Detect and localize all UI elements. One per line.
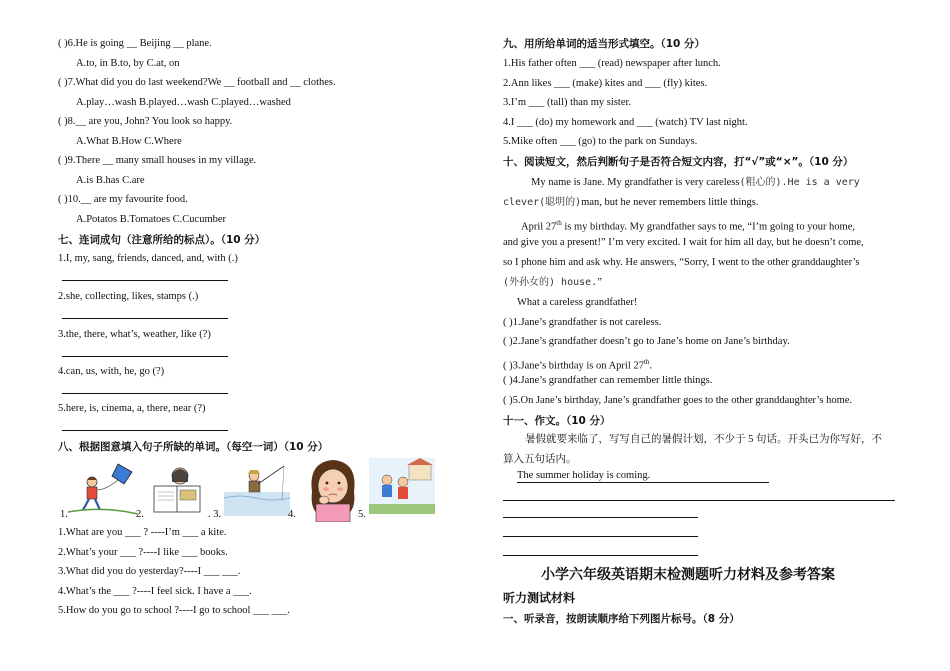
answer-line[interactable] — [62, 393, 228, 394]
mc-q7-options: A.play…wash B.played…wash C.played…washed — [76, 97, 291, 108]
sec8-item-3: 3.What did you do yesterday?----I ___ ___. — [58, 566, 241, 577]
writing-line[interactable] — [503, 555, 698, 556]
sec8-item-5: 5.How do you go to school ?----I go to school ___ ___. — [58, 605, 290, 616]
sec7-item-4: 4.can, us, with, he, go (?) — [58, 366, 165, 377]
sec7-item-1: 1.I, my, sang, friends, danced, and, with (.) — [58, 253, 238, 264]
passage-line-3 — [521, 216, 855, 235]
pic-label-5: 5. — [358, 509, 366, 520]
answer-line[interactable] — [62, 356, 228, 357]
section11-title: 十一、作文。（10 分） — [503, 415, 611, 427]
answer-line[interactable] — [62, 430, 228, 431]
section9-title: 九、用所给单词的适当形式填空。（10 分） — [503, 38, 706, 50]
passage-text: man, but he never remembers little things. — [581, 197, 759, 208]
sec10-item-4: ( )4.Jane’s grandfather can remember little things. — [503, 375, 713, 386]
passage-text: My name is Jane. My grandfather is very careless — [531, 177, 740, 188]
sec9-item-1: 1.His father often ___ (read) newspaper after lunch. — [503, 58, 721, 69]
sec10-item-5: ( )5.On Jane’s birthday, Jane’s grandfather goes to the other granddaughter’s home. — [503, 395, 853, 406]
answer-line[interactable] — [62, 318, 228, 319]
mc-q10: ( )10.__ are my favourite food. — [58, 194, 188, 205]
sec9-item-2: 2.Ann likes ___ (make) kites and ___ (fly) kites. — [503, 78, 708, 89]
sec9-item-4: 4.I ___ (do) my homework and ___ (watch) TV last night. — [503, 117, 748, 128]
mc-q10-options: A.Potatos B.Tomatoes C.Cucumber — [76, 214, 227, 225]
mc-q8: ( )8.__ are you, John? You look so happy. — [58, 116, 233, 127]
boy-flying-kite-picture — [68, 460, 138, 518]
children-walking-to-school-picture — [369, 458, 435, 514]
sec7-item-3: 3.the, there, what’s, weather, like (?) — [58, 329, 211, 340]
item-text: ( )3.Jane’s birthday is on April 27 — [503, 360, 644, 372]
passage-text: (粗心的).He is a very — [739, 177, 860, 188]
sec9-item-5: 5.Mike often ___ (go) to the park on Sundays. — [503, 136, 698, 147]
sec7-item-2: 2.she, collecting, likes, stamps (.) — [58, 291, 199, 302]
sec9-item-3: 3.I’m ___ (tall) than my sister. — [503, 97, 632, 108]
sec8-item-4: 4.What’s the ___ ?----I feel sick. I have a ___. — [58, 586, 252, 597]
sec8-item-2: 2.What’s your ___ ?----I like ___ books. — [58, 547, 228, 558]
mc-q7: ( )7.What did you do last weekend?We __ football and __ clothes. — [58, 77, 336, 88]
writing-line[interactable] — [517, 482, 769, 483]
section8-title: 八、根据图意填入句子所缺的单词。（每空一词）（10 分） — [58, 441, 329, 453]
passage-text: is my birthday. My grandfather says to me, “I’m going to your home, — [561, 221, 856, 233]
passage-text: clever(聪明的) — [503, 197, 582, 208]
sec10-item-1: ( )1.Jane’s grandfather is not careless. — [503, 317, 662, 328]
composition-prompt-2: 算入五句话内。 — [503, 454, 577, 465]
sec7-item-5: 5.here, is, cinema, a, there, near (?) — [58, 403, 206, 414]
composition-prompt-1: 暑假就要来临了，写写自己的暑假计划，不少于 5 句话。开头已为你写好，不 — [525, 434, 882, 445]
passage-line-7: What a careless grandfather! — [517, 297, 638, 308]
answer-line[interactable] — [62, 280, 228, 281]
mc-q8-options: A.What B.How C.Where — [76, 136, 182, 147]
passage-line-4: and give you a present!” I’m very excited. I wait for him all day, but he doesn’t come, — [503, 237, 864, 248]
pic-label-2: 2. — [136, 509, 144, 520]
sec10-item-3: ( )3.Jane’s birthday is on April 27th. — [503, 358, 652, 372]
listening-material-title: 听力测试材料 — [503, 591, 576, 605]
passage-text: (外孙女的) house. — [503, 277, 598, 288]
passage-text: ” — [597, 277, 602, 288]
answer-key-title: 小学六年级英语期末检测题听力材料及参考答案 — [541, 567, 835, 583]
pic-label-3: . 3. — [208, 509, 222, 520]
composition-opening: The summer holiday is coming. — [517, 470, 651, 481]
sec8-item-1: 1.What are you ___ ? ----I’m ___ a kite. — [58, 527, 227, 538]
passage-line-5: so I phone him and ask why. He answers, “Sorry, I went to the other granddaughter’s — [503, 257, 860, 268]
writing-line[interactable] — [503, 500, 895, 501]
section7-title: 七、连词成句（注意所给的标点）。（10 分） — [58, 234, 266, 246]
pic-label-4: 4. — [288, 509, 296, 520]
section10-title: 十、阅读短文，然后判断句子是否符合短文内容，打“√”或“×”。（10 分） — [503, 156, 854, 168]
passage-text: April 27 — [521, 221, 557, 233]
mc-q9: ( )9.There __ many small houses in my village. — [58, 155, 257, 166]
sec10-item-2: ( )2.Jane’s grandfather doesn’t go to Jane’s home on Jane’s birthday. — [503, 336, 790, 347]
mc-q6: ( )6.He is going __ Beijing __ plane. — [58, 38, 212, 49]
mc-q9-options: A.is B.has C.are — [76, 175, 145, 186]
man-fishing-picture — [224, 462, 290, 516]
writing-line[interactable] — [503, 517, 698, 518]
passage-line-6 — [503, 276, 602, 290]
passage-line-1 — [531, 176, 860, 190]
listening-section1-title: 一、听录音，按朗读顺序给下列图片标号。（8 分） — [503, 613, 740, 625]
superscript: th — [643, 358, 650, 366]
girl-reading-book-picture — [146, 460, 208, 518]
mc-q6-options: A.to, in B.to, by C.at, on — [76, 58, 180, 69]
passage-line-2 — [503, 196, 758, 210]
superscript: th — [556, 219, 562, 227]
writing-line[interactable] — [503, 536, 698, 537]
pic-label-1: 1. — [60, 509, 68, 520]
